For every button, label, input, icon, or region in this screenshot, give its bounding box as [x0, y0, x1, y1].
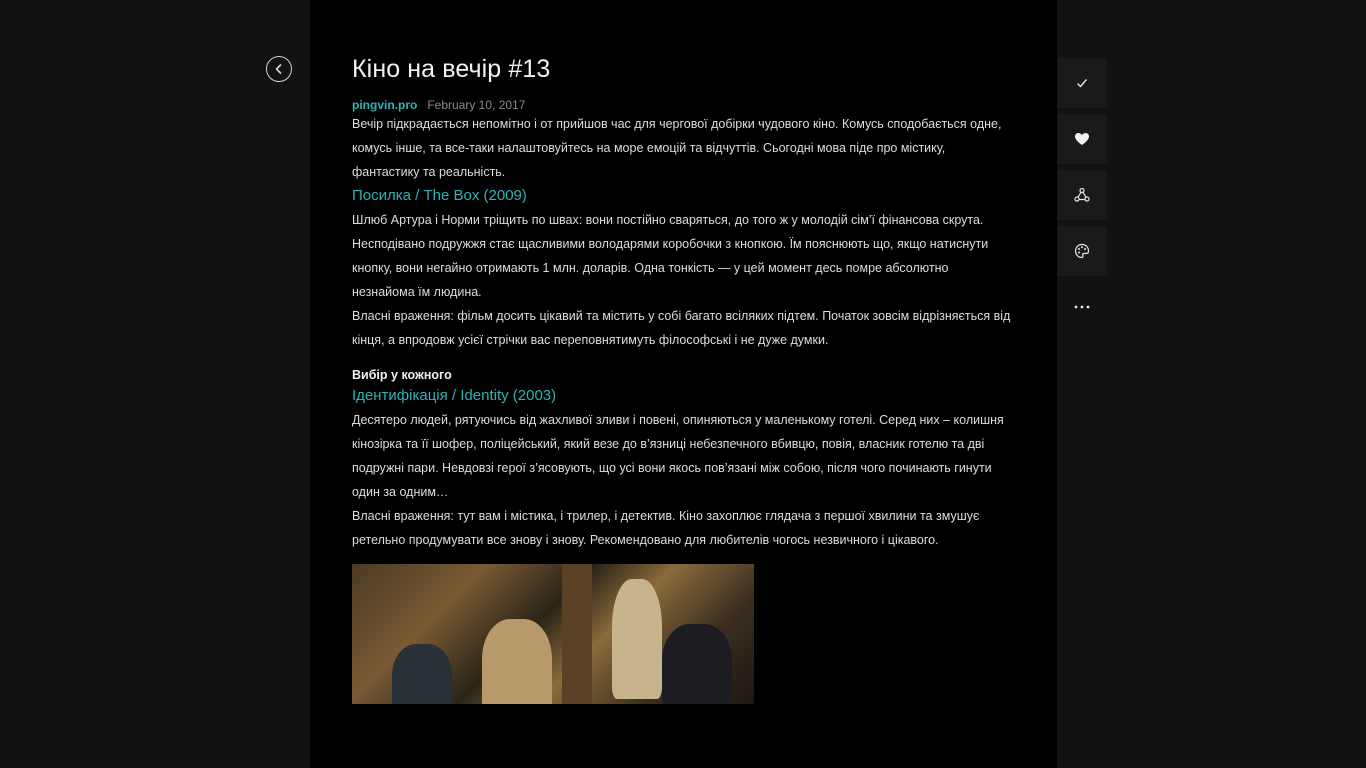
article-date: February 10, 2017: [427, 98, 526, 112]
checkmark-icon: [1075, 76, 1089, 90]
back-button[interactable]: [266, 56, 292, 82]
share-button[interactable]: [1057, 170, 1107, 220]
section-label: Вибір у кожного: [352, 368, 452, 382]
mark-read-button[interactable]: [1057, 58, 1107, 108]
figure-shape: [392, 644, 452, 704]
favorite-button[interactable]: [1057, 114, 1107, 164]
figure-shape: [662, 624, 732, 704]
back-arrow-circle-icon: [273, 63, 285, 75]
film-still-image: [352, 564, 754, 704]
film-impression: Власні враження: тут вам і містика, і трилер, і детектив. Кіно захоплює глядача з першої хвилини та змушує ретельно продумувати все знову і знову. Рекомендовано для любителів чогось незвичного і цікавого.: [352, 509, 980, 547]
article-meta: [352, 98, 1012, 112]
door-shape: [562, 564, 592, 704]
article-intro: Вечір підкрадається непомітно і от прийшов час для чергової добірки чудового кіно. Комусь сподобається одне, комусь інше, та все-таки налаштовуйтесь на море емоцій та відчуттів. Сьогодні мова піде про містику, фантастику та реальність.: [352, 117, 1002, 179]
film-impression: Власні враження: фільм досить цікавий та містить у собі багато всіляких підтем. Початок зовсім відрізняється від кінця, а впродовж усієї стрічки вас переповнятимуть філософські і не дуже думки.: [352, 309, 1011, 347]
theme-button[interactable]: [1057, 226, 1107, 276]
heart-icon: [1074, 132, 1090, 146]
figure-shape: [482, 619, 552, 704]
article: [352, 54, 1012, 704]
side-toolbar: [1057, 58, 1107, 332]
share-icon: [1074, 187, 1090, 203]
more-icon: [1074, 305, 1090, 309]
film-plot: Шлюб Артура і Норми тріщить по швах: вони постійно сваряться, до того ж у молодій сім’ї фінансова скрута. Несподівано подружжя стає щасливими володарями коробочки з кнопкою. Їм пояснюють що, якщо натиснути кнопку, вони негайно отримають 1 млн. доларів. Одна тонкість — у цей момент десь помре абсолютно незнайома їм людина.: [352, 213, 989, 299]
film-plot: Десятеро людей, рятуючись від жахливої зливи і повені, опиняються у маленькому готелі. Серед них – колишня кінозірка та її шофер, поліцейський, який везе до в’язниці небезпечного вбивцю, повія, власник готелю та дві подружні пари. Невдовзі герої з’ясовують, що усі вони якось пов’язані між собою, після чого починають гинути один за одним…: [352, 413, 1004, 499]
figure-shape: [612, 579, 662, 699]
film-title-link[interactable]: Посилка / The Box (2009): [352, 187, 527, 204]
source-link[interactable]: pingvin.pro: [352, 98, 418, 112]
more-button[interactable]: [1057, 282, 1107, 332]
palette-icon: [1074, 243, 1090, 259]
film-title-link[interactable]: Ідентифікація / Identity (2003): [352, 387, 557, 404]
article-title: Кіно на вечір #13: [352, 55, 551, 83]
